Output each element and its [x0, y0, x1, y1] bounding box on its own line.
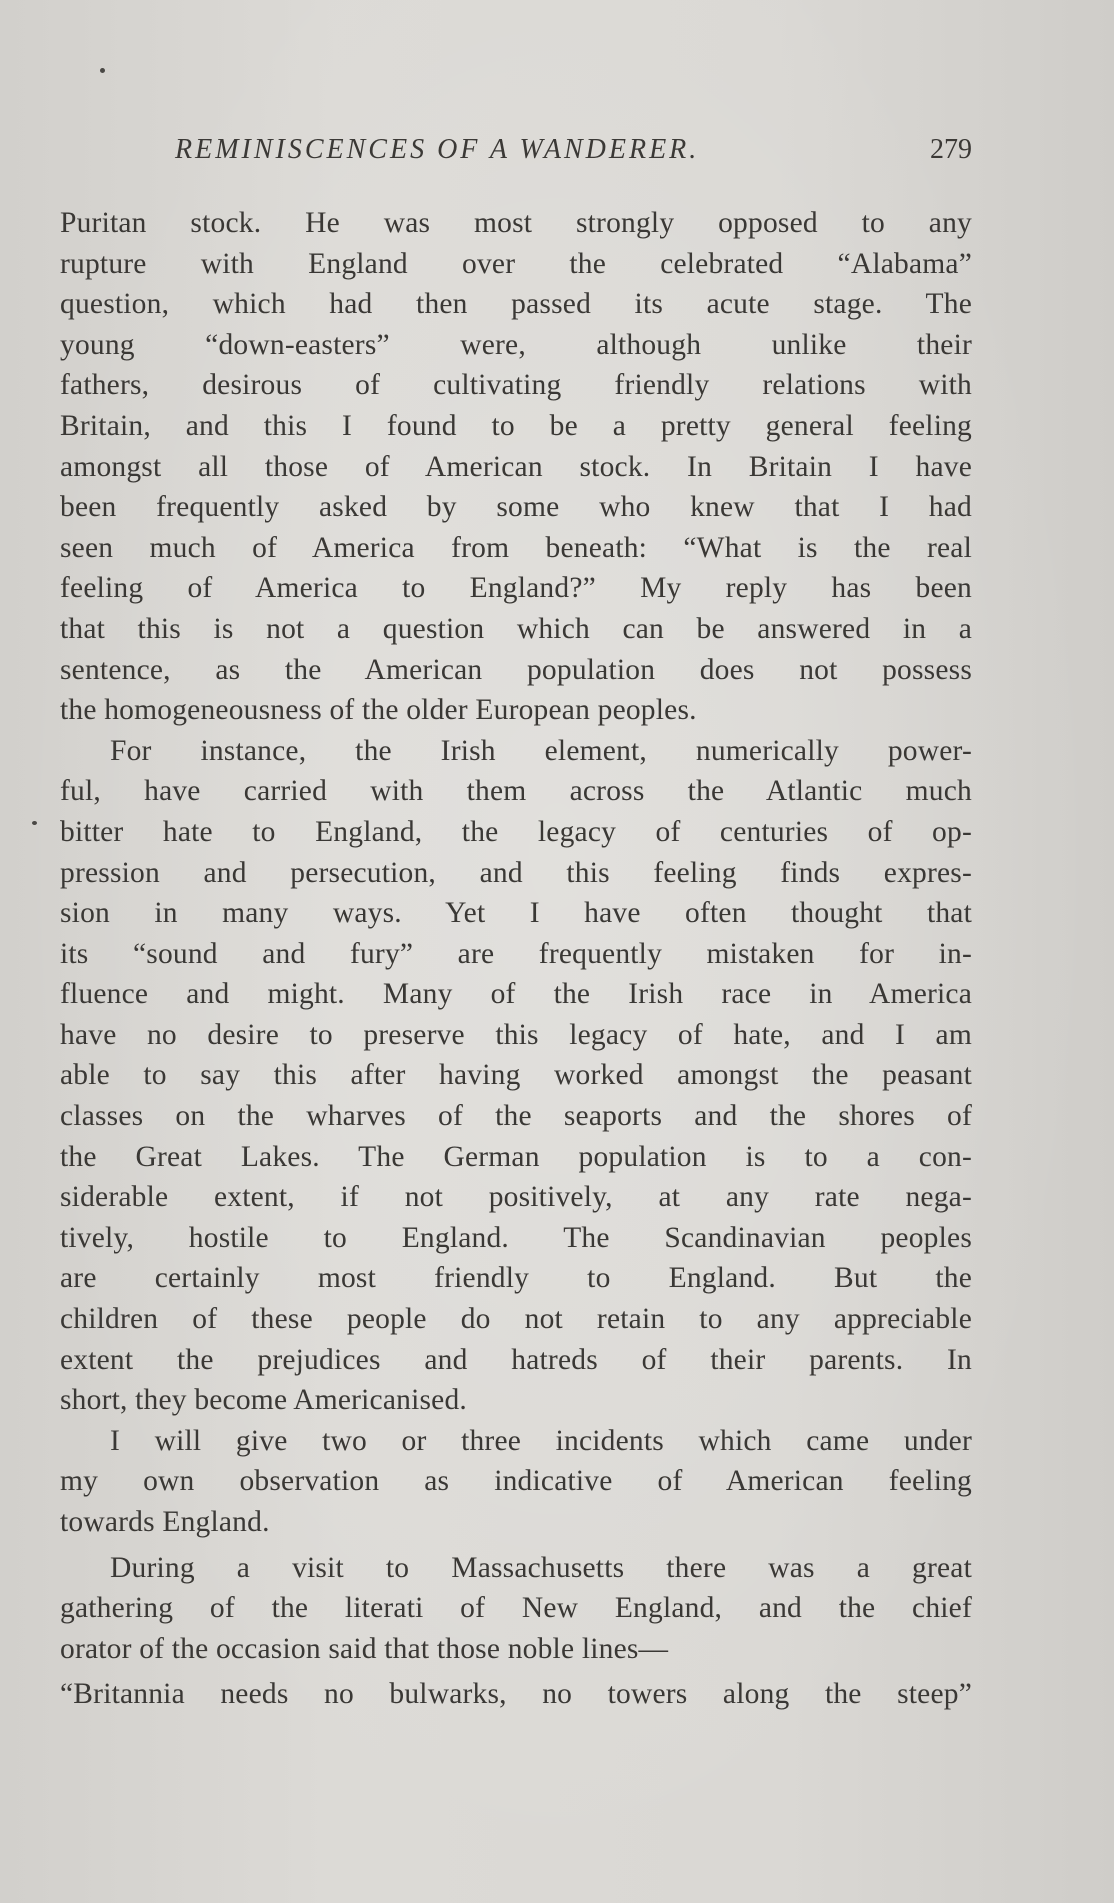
text-line: rupture with England over the celebrated “Alabama”: [60, 247, 972, 280]
text-line: I will give two or three incidents which came under: [110, 1424, 972, 1457]
text-line: For instance, the Irish element, numerically power-: [110, 734, 972, 767]
text-line: able to say this after having worked amongst the peasant: [60, 1059, 972, 1092]
paragraph: [60, 203, 972, 731]
text-line: pression and persecution, and this feeling finds expres-: [60, 856, 972, 889]
text-line: bitter hate to England, the legacy of centuries of op-: [60, 815, 972, 848]
page-number: 279: [930, 134, 972, 165]
text-line: Britain, and this I found to be a pretty general feeling: [60, 409, 972, 442]
paragraph: [60, 1421, 972, 1543]
text-line: the Great Lakes. The German population is to a con-: [60, 1140, 972, 1173]
text-line: the homogeneousness of the older European peoples.: [60, 694, 697, 727]
text-line: seen much of America from beneath: “What is the real: [60, 531, 972, 564]
text-line: feeling of America to England?” My reply has been: [60, 572, 972, 605]
text-line: During a visit to Massachusetts there was a great: [110, 1551, 972, 1584]
text-line: tively, hostile to England. The Scandinavian peoples: [60, 1221, 972, 1254]
text-line: are certainly most friendly to England. But the: [60, 1262, 972, 1295]
running-header: [60, 134, 972, 174]
text-line: towards England.: [60, 1506, 270, 1538]
text-line: have no desire to preserve this legacy of hate, and I am: [60, 1018, 972, 1051]
quoted-verse: [60, 1674, 972, 1715]
text-line: gathering of the literati of New England, and the chief: [60, 1592, 972, 1625]
text-line: sentence, as the American population does not possess: [60, 653, 972, 686]
text-line: young “down-easters” were, although unlike their: [60, 328, 972, 361]
body-text: [60, 203, 972, 1715]
paragraph: [60, 1548, 972, 1670]
text-line: fathers, desirous of cultivating friendly relations with: [60, 369, 972, 402]
text-line: short, they become Americanised.: [60, 1384, 467, 1417]
text-line: children of these people do not retain to any appreciable: [60, 1303, 972, 1336]
text-line: extent the prejudices and hatreds of their parents. In: [60, 1343, 972, 1376]
text-line: siderable extent, if not positively, at any rate nega-: [60, 1181, 972, 1214]
text-line: been frequently asked by some who knew that I had: [60, 491, 972, 524]
text-line: classes on the wharves of the seaports and the shores of: [60, 1100, 972, 1133]
text-line: “Britannia needs no bulwarks, no towers along the steep”: [60, 1678, 972, 1711]
text-line: question, which had then passed its acute stage. The: [60, 288, 972, 321]
page-speck: [100, 68, 105, 73]
text-line: that this is not a question which can be answered in a: [60, 612, 972, 645]
text-line: amongst all those of American stock. In Britain I have: [60, 450, 972, 483]
paragraph: [60, 731, 972, 1421]
running-title: REMINISCENCES OF A WANDERER.: [175, 134, 700, 165]
text-line: its “sound and fury” are frequently mistaken for in-: [60, 937, 972, 970]
text-line: ful, have carried with them across the Atlantic much: [60, 775, 972, 808]
text-line: sion in many ways. Yet I have often thought that: [60, 897, 972, 930]
text-line: orator of the occasion said that those noble lines—: [60, 1632, 669, 1665]
text-line: Puritan stock. He was most strongly opposed to any: [60, 207, 972, 239]
text-line: fluence and might. Many of the Irish race in America: [60, 978, 972, 1011]
text-line: my own observation as indicative of American feeling: [60, 1465, 972, 1498]
page-speck: [32, 821, 37, 825]
